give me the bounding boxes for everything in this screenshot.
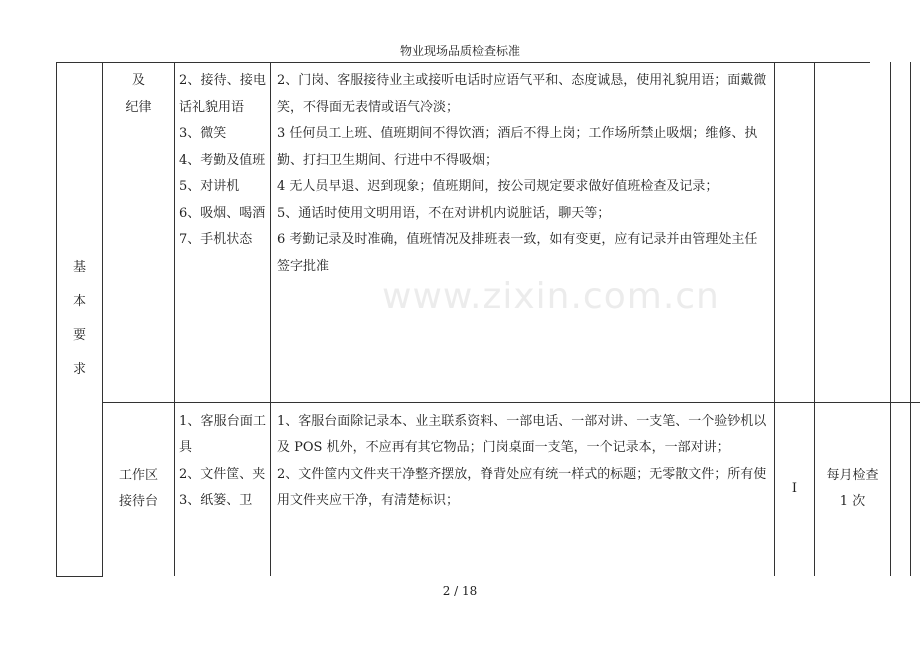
item-text: 2、文件筐、夹 <box>179 466 266 482</box>
subcategory-cell <box>103 62 175 402</box>
standard-text: 2、文件筐内文件夹干净整齐摆放，脊背处应有统一样式的标题；无零散文件；所有使用文件夹应干净，有清楚标识； <box>277 466 767 508</box>
item-text: 3、纸篓、卫 <box>179 493 253 508</box>
item-text: 4、考勤及值班 <box>179 152 266 168</box>
extra-cell <box>891 62 911 402</box>
page-header: 物业现场品质检查标准 <box>399 44 520 58</box>
inspection-standards-table <box>56 62 920 577</box>
standard-text: 1、客服台面除记录本、业主联系资料、一部电话、一部对讲、一支笔、一个验钞机以及 POS 机外，不应再有其它物品；门岗桌面一支笔，一个记录本，一部对讲； <box>277 413 767 455</box>
watermark: www.zixin.com.cn <box>382 276 720 317</box>
standard-text: 6 考勤记录及时准确，值班情况及排班表一致，如有变更，应有记录并由管理处主任签字批准 <box>277 232 758 274</box>
item-text: 5、对讲机 <box>179 179 240 194</box>
item-text: 7、手机状态 <box>179 232 253 247</box>
standard-text: 2、门岗、客服接待业主或接听电话时应语气平和、态度诚恳，使用礼貌用语；面戴微笑，不得面无表情或语气冷淡； <box>277 73 767 115</box>
category-cell <box>57 62 103 576</box>
subcategory-cell <box>103 402 175 576</box>
frequency-cell <box>815 62 891 402</box>
table-row <box>57 62 920 402</box>
grade-cell: I <box>775 402 815 576</box>
frequency-line: 每月检查 <box>826 468 879 484</box>
items-cell <box>175 62 271 402</box>
item-text: 2、接待、接电话礼貌用语 <box>179 73 266 115</box>
subcategory-line: 纪律 <box>125 99 152 115</box>
item-text: 3、微笑 <box>179 126 227 141</box>
extra-cell <box>911 62 920 402</box>
standard-text: 5、通话时使用文明用语，不在对讲机内说脏话，聊天等； <box>277 205 611 221</box>
item-text: 6、吸烟、喝酒 <box>179 205 266 221</box>
category-char: 求 <box>72 361 86 377</box>
standards-cell <box>271 402 775 576</box>
subcategory-line: 工作区 <box>118 467 158 483</box>
standard-text: 4 无人员早退、迟到现象；值班期间，按公司规定要求做好值班检查及记录； <box>277 179 719 194</box>
category-char: 要 <box>72 327 86 343</box>
page-number: 2 / 18 <box>442 584 478 598</box>
top-border <box>56 62 870 63</box>
category-char: 基 <box>72 259 86 275</box>
grade-cell <box>775 62 815 402</box>
frequency-line: 1 次 <box>839 494 866 510</box>
item-text: 1、客服台面工具 <box>179 413 266 455</box>
extra-cell <box>911 402 920 576</box>
extra-cell <box>891 402 911 576</box>
category-char: 本 <box>72 293 86 309</box>
items-cell <box>175 402 271 576</box>
standard-text: 3 任何员工上班、值班期间不得饮酒；酒后不得上岗；工作场所禁止吸烟；维修、执勤、打扫卫生期间、行进中不得吸烟； <box>277 126 758 168</box>
subcategory-line: 及 <box>131 73 145 88</box>
standards-cell <box>271 62 775 402</box>
frequency-cell <box>815 402 891 576</box>
table-row <box>57 402 920 576</box>
subcategory-line: 接待台 <box>118 494 158 510</box>
